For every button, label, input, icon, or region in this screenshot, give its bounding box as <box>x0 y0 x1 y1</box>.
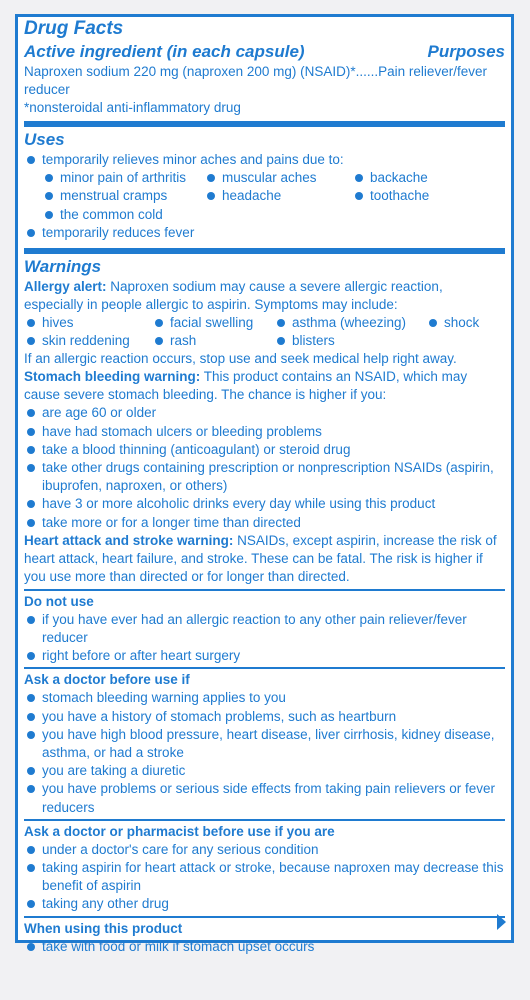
uses-heading: Uses <box>24 130 65 149</box>
ask-doctor-list <box>24 689 505 816</box>
list-item: hives <box>24 314 152 332</box>
list-item: minor pain of arthritis <box>42 169 204 187</box>
when-using-list <box>24 938 505 956</box>
list-item: rash <box>152 332 274 350</box>
ask-pharmacist-list <box>24 841 505 914</box>
stomach-list <box>24 404 505 531</box>
list-item: muscular aches <box>204 169 352 187</box>
heart-label: Heart attack and stroke warning: <box>24 532 234 548</box>
purposes-heading: Purposes <box>427 42 505 61</box>
drug-facts-panel <box>15 14 514 954</box>
list-item: menstrual cramps <box>42 187 204 205</box>
continue-arrow-icon <box>497 914 506 930</box>
allergy-after: If an allergic reaction occurs, stop use and seek medical help right away. <box>24 351 457 367</box>
list-item: take other drugs containing prescription or nonprescription NSAIDs (aspirin, ibuprofen, naproxen, or others) <box>24 459 505 495</box>
list-item: backache <box>352 169 492 187</box>
list-item: have had stomach ulcers or bleeding problems <box>24 423 505 441</box>
stomach-warning <box>24 368 505 404</box>
list-item: shock <box>426 314 496 332</box>
active-heading: Active ingredient (in each capsule) <box>24 42 305 61</box>
list-item: are age 60 or older <box>24 404 505 422</box>
ask-doctor-heading: Ask a doctor before use if <box>24 672 190 688</box>
do-not-use-section <box>24 591 505 670</box>
list-item: you have problems or serious side effects from taking pain relievers or fever reducers <box>24 780 505 816</box>
list-item: right before or after heart surgery <box>24 647 505 665</box>
facts-section <box>24 17 505 127</box>
warnings-heading: Warnings <box>24 257 102 277</box>
list-item: taking any other drug <box>24 895 505 913</box>
ask-pharmacist-heading: Ask a doctor or pharmacist before use if you are <box>24 823 335 839</box>
uses-section <box>24 129 505 254</box>
ask-doctor-section <box>24 669 505 820</box>
list-item: stomach bleeding warning applies to you <box>24 689 505 707</box>
list-item: blisters <box>274 332 426 350</box>
list-item: facial swelling <box>152 314 274 332</box>
warnings-section <box>24 256 505 591</box>
allergy-label: Allergy alert: <box>24 279 107 295</box>
when-using-section <box>24 918 505 958</box>
list-item: take a blood thinning (anticoagulant) or steroid drug <box>24 441 505 459</box>
allergy-alert <box>24 278 505 314</box>
list-item: you are taking a diuretic <box>24 762 505 780</box>
list-item: taking aspirin for heart attack or stroke, because naproxen may decrease this benefit of aspirin <box>24 859 505 895</box>
uses-list <box>24 151 505 169</box>
symptoms-grid <box>24 314 505 350</box>
list-item: headache <box>204 187 352 205</box>
list-item: take more or for a longer time than directed <box>24 514 505 532</box>
footnote: *nonsteroidal anti-inflammatory drug <box>24 100 241 115</box>
ingredient-line: Naproxen sodium 220 mg (naproxen 200 mg) (NSAID)*......Pain reliever/fever reducer <box>24 64 487 97</box>
heart-text: NSAIDs, except aspirin, increase the risk of heart attack, heart failure, and stroke. These can be fatal. The risk is higher if you use more than directed or for longer than directed. <box>24 532 497 584</box>
list-item: temporarily reduces fever <box>24 224 505 242</box>
list-item: you have a history of stomach problems, such as heartburn <box>24 708 505 726</box>
list-item: temporarily relieves minor aches and pains due to: <box>24 151 505 169</box>
list-item: skin reddening <box>24 332 152 350</box>
list-item: under a doctor's care for any serious condition <box>24 841 505 859</box>
allergy-text: Naproxen sodium may cause a severe allergic reaction, especially in people allergic to aspirin. Symptoms may include: <box>24 279 443 313</box>
list-item: the common cold <box>42 206 204 224</box>
when-using-heading: When using this product <box>24 920 183 936</box>
stomach-label: Stomach bleeding warning: <box>24 369 201 385</box>
ask-pharmacist-section <box>24 821 505 918</box>
list-item: take with food or milk if stomach upset occurs <box>24 938 505 956</box>
uses-fever-list <box>24 224 505 242</box>
facts-title: Drug Facts <box>24 18 124 39</box>
list-item: you have high blood pressure, heart disease, liver cirrhosis, kidney disease, asthma, or had a stroke <box>24 726 505 762</box>
do-not-use-list <box>24 611 505 666</box>
list-item: asthma (wheezing) <box>274 314 426 332</box>
stomach-text: This product contains an NSAID, which may cause severe stomach bleeding. The chance is higher if you: <box>24 369 468 403</box>
do-not-use-heading: Do not use <box>24 593 94 609</box>
list-item: have 3 or more alcoholic drinks every day while using this product <box>24 495 505 513</box>
heart-warning <box>24 532 505 586</box>
list-item: toothache <box>352 187 492 205</box>
list-item: if you have ever had an allergic reaction to any other pain reliever/fever reducer <box>24 611 505 647</box>
uses-grid <box>24 169 505 224</box>
active-ingredient-header <box>24 41 505 63</box>
